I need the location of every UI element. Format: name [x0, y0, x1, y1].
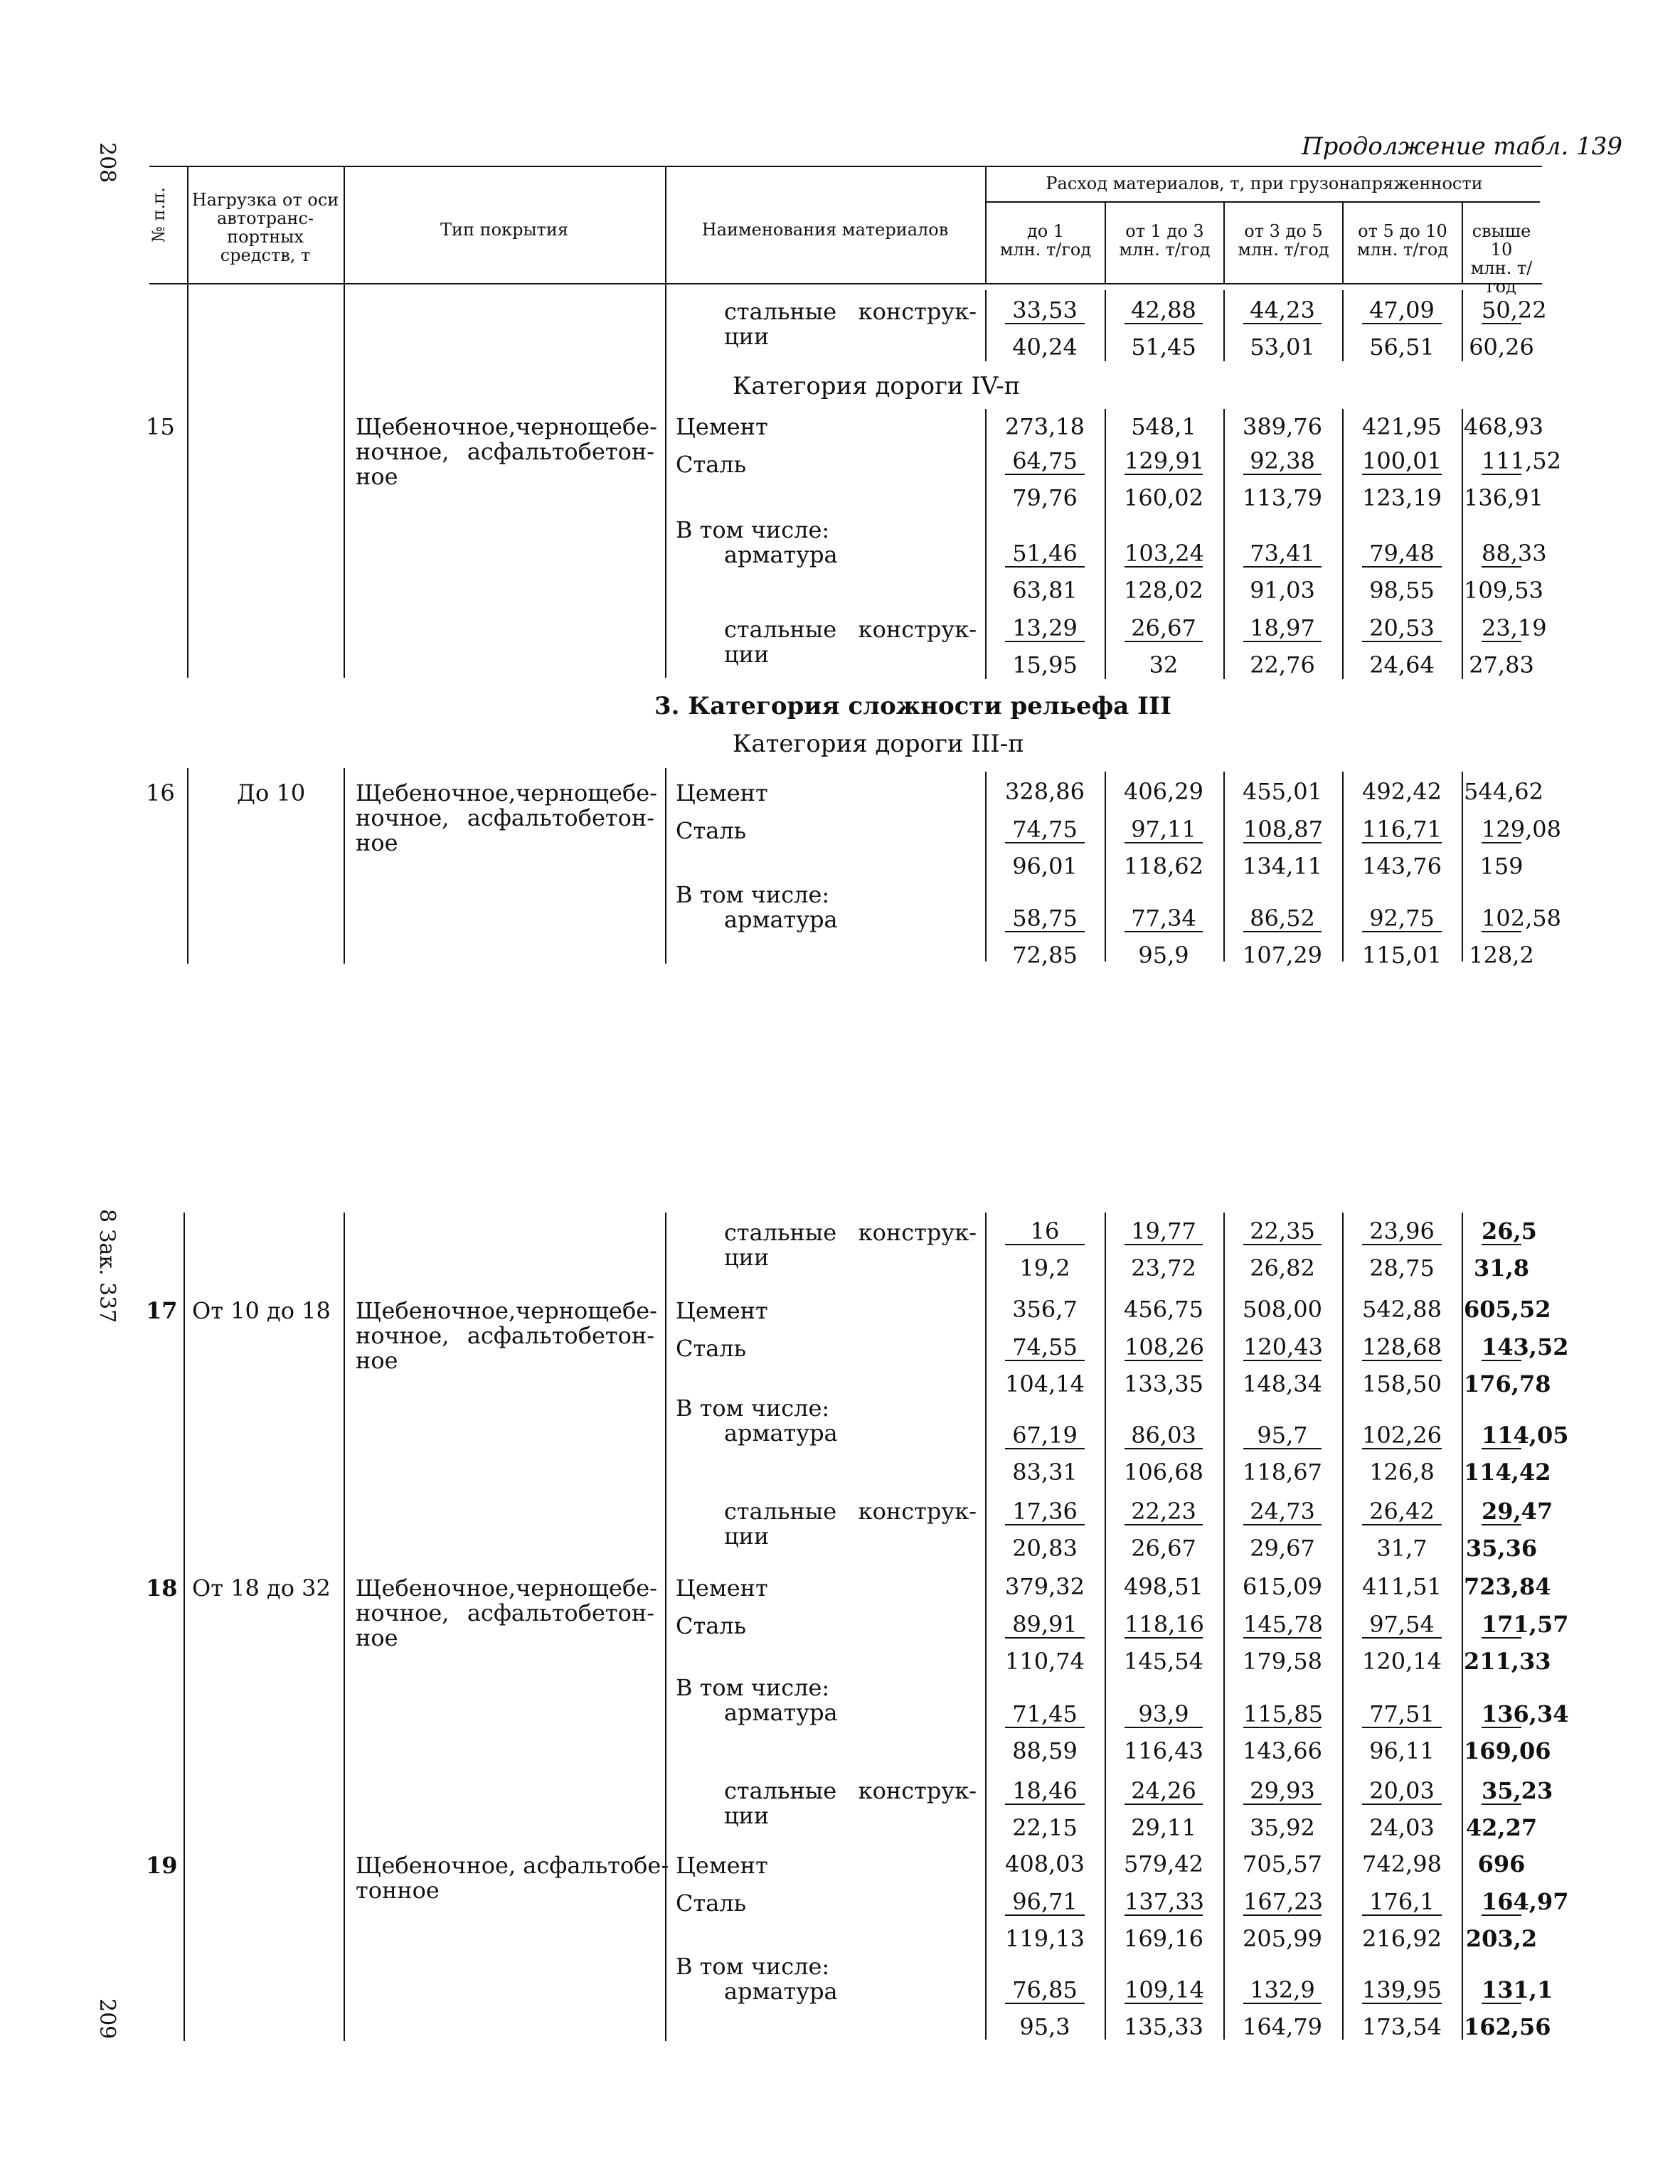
row-15-rebar-numerator: 73,41	[1243, 540, 1322, 568]
row-18-rebar-denominator: 88,59	[1012, 1737, 1078, 1764]
row-16-rebar-denominator: 72,85	[1012, 942, 1078, 969]
row-19-rebar-denominator: 95,3	[1019, 2013, 1070, 2040]
steel-structures-numerator: 16	[1005, 1218, 1085, 1245]
row-15-steel-denominator: 123,19	[1362, 484, 1442, 511]
row-19-steel-denominator: 216,92	[1362, 1925, 1442, 1952]
material-including: В том числе:	[676, 1395, 830, 1422]
steel-structures-denominator: 60,26	[1469, 334, 1534, 361]
row-17-rebar-denominator: 126,8	[1369, 1459, 1435, 1486]
row-19-steel-numerator: 167,23	[1243, 1888, 1323, 1915]
row-17-steel-structures-numerator: 26,42	[1362, 1498, 1442, 1525]
material-including: В том числе:	[676, 1953, 830, 1980]
material-steel: Сталь	[676, 1612, 747, 1639]
row-17-steel-structures-numerator: 22,23	[1125, 1498, 1203, 1525]
material-steel-structures-cont: ции	[724, 323, 770, 350]
row-15-steel-structures-numerator: 26,67	[1125, 615, 1203, 642]
row-18-cement-value: 615,09	[1243, 1573, 1322, 1600]
section-road-category-iii: Категория дороги III-п	[733, 730, 1024, 758]
row-17-steel-numerator: 120,43	[1243, 1333, 1323, 1360]
row-15-steel-numerator: 64,75	[1005, 448, 1085, 475]
row-19-rebar-denominator: 162,56	[1464, 2013, 1551, 2040]
row-18-rebar-denominator: 143,66	[1243, 1737, 1322, 1764]
row-16-rebar-denominator: 95,9	[1138, 942, 1189, 969]
row-18-rebar-denominator: 116,43	[1124, 1737, 1203, 1764]
range-header-3: от 3 до 5 млн. т/год	[1238, 221, 1329, 260]
row-15-steel-structures-denominator: 24,64	[1369, 651, 1435, 678]
row-15-cement-value: 548,1	[1131, 413, 1196, 440]
page-number-left: 208	[95, 142, 119, 183]
col-header-cover: Тип покрытия	[440, 220, 568, 240]
row-17-steel-structures-numerator: 17,36	[1005, 1498, 1085, 1525]
row-16-rebar-numerator: 102,58	[1482, 905, 1561, 932]
row-18-steel-structures-denominator: 29,11	[1131, 1814, 1196, 1841]
steel-structures-denominator: 31,8	[1474, 1255, 1529, 1282]
row-18-steel-denominator: 110,74	[1005, 1648, 1085, 1675]
row-15-rebar-denominator: 128,02	[1124, 577, 1203, 604]
row-18-cement-value: 498,51	[1124, 1573, 1203, 1600]
steel-structures-denominator: 40,24	[1012, 334, 1078, 361]
range-header-5: свыше 10 млн. т/год	[1470, 221, 1533, 297]
row-19-steel-numerator: 96,71	[1005, 1889, 1085, 1916]
row-19-cement-value: 408,03	[1005, 1850, 1085, 1877]
row-15-steel-numerator: 92,38	[1243, 448, 1322, 475]
row-17-steel-structures-numerator: 29,47	[1482, 1498, 1553, 1525]
row-18-cement-value: 411,51	[1362, 1573, 1442, 1600]
material-steel-structures-cont: ции	[724, 641, 770, 668]
row-15-steel-denominator: 113,79	[1243, 484, 1322, 511]
row-16-steel-denominator: 159	[1479, 853, 1524, 880]
steel-structures-numerator: 19,77	[1125, 1218, 1203, 1245]
page-number-right: 209	[95, 1998, 119, 2040]
header-bottom-rule	[149, 283, 1542, 284]
material-steel-structures-cont: ции	[724, 1244, 770, 1271]
row-18-rebar-numerator: 71,45	[1005, 1701, 1085, 1728]
material-steel-structures: стальные конструк-	[724, 616, 977, 643]
row-17-cement-value: 605,52	[1464, 1296, 1551, 1323]
row-19-steel-denominator: 169,16	[1124, 1925, 1203, 1952]
section-road-category-iv: Категория дороги IV-п	[733, 372, 1021, 400]
row-19-steel-denominator: 205,99	[1243, 1925, 1322, 1952]
steel-structures-numerator: 23,96	[1362, 1218, 1442, 1245]
row-18-cement-value: 379,32	[1005, 1573, 1085, 1600]
row-16-steel-numerator: 97,11	[1125, 816, 1203, 843]
material-steel-structures-cont: ции	[724, 1523, 770, 1550]
row-19-rebar-numerator: 139,95	[1362, 1976, 1442, 2003]
row-15-steel-structures-denominator: 22,76	[1250, 651, 1315, 678]
row-19-steel-numerator: 164,97	[1482, 1888, 1569, 1915]
row-15-cement-value: 389,76	[1243, 413, 1322, 440]
row-18-steel-structures-numerator: 18,46	[1005, 1778, 1085, 1805]
row-18-steel-numerator: 89,91	[1005, 1612, 1085, 1639]
row-15-rebar-numerator: 51,46	[1005, 540, 1085, 568]
steel-structures-numerator: 42,88	[1125, 297, 1203, 324]
row-16-steel-numerator: 129,08	[1482, 816, 1561, 843]
row-18-rebar-denominator: 96,11	[1369, 1737, 1435, 1764]
row-15-steel-structures-numerator: 20,53	[1362, 615, 1442, 642]
row-16-steel-denominator: 96,01	[1012, 853, 1078, 880]
row-17-steel-structures-denominator: 35,36	[1465, 1535, 1538, 1562]
section-relief-iii: 3. Категория сложности рельефа III	[654, 692, 1171, 720]
row-19-cement-value: 742,98	[1362, 1850, 1442, 1877]
row-15-steel-denominator: 79,76	[1012, 484, 1078, 511]
row-18-steel-structures-denominator: 35,92	[1250, 1814, 1315, 1841]
row-19-rebar-numerator: 132,9	[1243, 1977, 1322, 2004]
row-15-cement-value: 421,95	[1362, 413, 1442, 440]
row-16-rebar-denominator: 115,01	[1362, 942, 1442, 969]
steel-structures-numerator: 22,35	[1243, 1218, 1322, 1245]
row-18-number: 18	[146, 1575, 178, 1602]
row-17-rebar-numerator: 86,03	[1125, 1422, 1203, 1449]
col-header-load: Нагрузка от оси автотранс-портных средств, т	[191, 190, 339, 265]
row-17-steel-numerator: 74,55	[1005, 1334, 1085, 1361]
row-19-rebar-denominator: 135,33	[1124, 2013, 1203, 2040]
material-cement: Цемент	[676, 1852, 768, 1879]
row-15-steel-denominator: 160,02	[1124, 484, 1203, 511]
row-17-steel-structures-denominator: 29,67	[1250, 1535, 1315, 1562]
row-18-steel-denominator: 211,33	[1464, 1648, 1551, 1675]
row-15-rebar-denominator: 98,55	[1369, 577, 1435, 604]
row-15-steel-denominator: 136,91	[1464, 484, 1543, 511]
range-header-2: от 1 до 3 млн. т/год	[1119, 221, 1211, 260]
row-18-steel-structures-denominator: 24,03	[1369, 1814, 1435, 1841]
range-header-1: до 1 млн. т/год	[999, 221, 1092, 260]
row-17-steel-numerator: 108,26	[1125, 1333, 1204, 1360]
row-17-rebar-denominator: 118,67	[1243, 1459, 1322, 1486]
row-17-steel-denominator: 176,78	[1464, 1370, 1551, 1397]
row-15-rebar-denominator: 91,03	[1250, 577, 1315, 604]
row-18-steel-structures-denominator: 42,27	[1465, 1814, 1538, 1841]
material-cement: Цемент	[676, 1575, 768, 1602]
row-17-rebar-denominator: 83,31	[1012, 1459, 1078, 1486]
material-steel-structures: стальные конструк-	[724, 1219, 977, 1246]
steel-structures-numerator: 33,53	[1005, 297, 1085, 324]
row-16-rebar-numerator: 58,75	[1005, 905, 1085, 932]
row-18-rebar-denominator: 169,06	[1464, 1737, 1551, 1764]
row-17-load: От 10 до 18	[192, 1297, 331, 1324]
row-18-load: От 18 до 32	[192, 1575, 331, 1602]
material-steel-structures-cont: ции	[724, 1802, 770, 1829]
steel-structures-denominator: 53,01	[1250, 334, 1315, 361]
steel-structures-denominator: 23,72	[1131, 1255, 1196, 1282]
material-rebar: арматура	[724, 1978, 838, 2005]
row-17-steel-structures-denominator: 20,83	[1012, 1535, 1078, 1562]
row-17-cement-value: 542,88	[1362, 1296, 1442, 1323]
row-19-rebar-numerator: 76,85	[1005, 1977, 1085, 2004]
row-16-cement-value: 328,86	[1005, 778, 1085, 805]
steel-structures-denominator: 56,51	[1369, 334, 1435, 361]
row-17-steel-numerator: 143,52	[1482, 1333, 1569, 1360]
row-17-steel-structures-denominator: 31,7	[1376, 1535, 1428, 1562]
row-15-steel-numerator: 129,91	[1125, 447, 1204, 474]
row-18-steel-structures-numerator: 20,03	[1362, 1778, 1442, 1805]
row-16-cement-value: 492,42	[1362, 778, 1442, 805]
row-17-cement-value: 456,75	[1124, 1296, 1203, 1323]
row-18-steel-denominator: 179,58	[1243, 1648, 1322, 1675]
steel-structures-numerator: 44,23	[1243, 297, 1322, 324]
row-17-steel-denominator: 148,34	[1243, 1370, 1322, 1397]
row-18-rebar-numerator: 136,34	[1482, 1700, 1569, 1727]
row-15-number: 15	[146, 413, 175, 440]
row-17-rebar-numerator: 95,7	[1243, 1422, 1322, 1449]
col-header-material: Наименования материалов	[701, 220, 949, 240]
row-18-cement-value: 723,84	[1464, 1573, 1551, 1600]
row-19-rebar-denominator: 173,54	[1362, 2013, 1442, 2040]
row-17-cement-value: 356,7	[1012, 1296, 1078, 1323]
row-17-rebar-numerator: 67,19	[1005, 1422, 1085, 1449]
row-15-rebar-denominator: 63,81	[1012, 577, 1078, 604]
row-16-cement-value: 544,62	[1464, 778, 1543, 805]
row-18-rebar-numerator: 77,51	[1362, 1701, 1442, 1728]
steel-structures-numerator: 26,5	[1482, 1218, 1537, 1245]
row-19-rebar-denominator: 164,79	[1243, 2013, 1322, 2040]
material-cement: Цемент	[676, 413, 768, 440]
row-19-steel-numerator: 176,1	[1362, 1889, 1442, 1916]
row-15-cement-value: 468,93	[1464, 413, 1543, 440]
row-15-rebar-numerator: 103,24	[1125, 540, 1204, 567]
row-17-steel-structures-numerator: 24,73	[1243, 1498, 1322, 1525]
material-steel: Сталь	[676, 1335, 747, 1362]
row-17-steel-structures-denominator: 26,67	[1131, 1535, 1196, 1562]
row-15-steel-structures-denominator: 32	[1149, 651, 1179, 678]
col-header-group: Расход материалов, т, при грузонапряженности	[1046, 174, 1483, 193]
steel-structures-denominator: 19,2	[1019, 1255, 1070, 1282]
material-steel: Сталь	[676, 817, 747, 844]
material-rebar: арматура	[724, 906, 838, 933]
material-including: В том числе:	[676, 516, 830, 543]
steel-structures-numerator: 50,22	[1482, 297, 1547, 324]
material-rebar: арматура	[724, 1699, 838, 1726]
row-17-number: 17	[146, 1297, 178, 1324]
row-15-rebar-denominator: 109,53	[1464, 577, 1543, 604]
row-19-steel-denominator: 203,2	[1465, 1925, 1538, 1952]
row-19-cement-value: 705,57	[1243, 1850, 1322, 1877]
continuation-caption: Продолжение табл. 139	[1302, 132, 1622, 161]
row-16-cement-value: 406,29	[1124, 778, 1203, 805]
row-18-steel-numerator: 118,16	[1125, 1611, 1204, 1638]
row-18-rebar-numerator: 115,85	[1243, 1700, 1323, 1727]
col-header-number: № п.п.	[149, 187, 169, 243]
row-16-steel-denominator: 134,11	[1243, 853, 1322, 880]
header-top-rule	[149, 166, 1542, 167]
row-17-cement-value: 508,00	[1243, 1296, 1322, 1323]
row-17-steel-denominator: 158,50	[1362, 1370, 1442, 1397]
row-16-rebar-numerator: 92,75	[1362, 905, 1442, 932]
row-16-steel-numerator: 74,75	[1005, 816, 1085, 843]
material-steel: Сталь	[676, 1890, 747, 1917]
row-19-cement-value: 579,42	[1124, 1850, 1203, 1877]
order-note: 8 Зак. 337	[95, 1209, 119, 1323]
row-15-steel-numerator: 111,52	[1482, 447, 1561, 474]
row-18-steel-structures-numerator: 29,93	[1243, 1778, 1322, 1805]
row-17-steel-denominator: 133,35	[1124, 1370, 1203, 1397]
row-19-rebar-numerator: 131,1	[1482, 1976, 1553, 2003]
row-17-steel-denominator: 104,14	[1005, 1370, 1085, 1397]
row-18-steel-denominator: 145,54	[1124, 1648, 1203, 1675]
material-steel-structures: стальные конструк-	[724, 1498, 977, 1525]
row-16-rebar-numerator: 77,34	[1125, 905, 1203, 932]
steel-structures-numerator: 47,09	[1362, 297, 1442, 324]
row-15-steel-structures-denominator: 27,83	[1469, 651, 1534, 678]
steel-structures-denominator: 51,45	[1131, 334, 1196, 361]
row-17-rebar-numerator: 102,26	[1362, 1422, 1442, 1449]
row-19-rebar-numerator: 109,14	[1125, 1976, 1204, 2003]
row-16-steel-numerator: 108,87	[1243, 816, 1323, 843]
row-19-steel-denominator: 119,13	[1005, 1925, 1085, 1952]
steel-structures-denominator: 28,75	[1369, 1255, 1435, 1282]
row-19-cement-value: 696	[1477, 1850, 1526, 1877]
material-cement: Цемент	[676, 1297, 768, 1324]
row-18-steel-denominator: 120,14	[1362, 1648, 1442, 1675]
steel-structures-denominator: 26,82	[1250, 1255, 1315, 1282]
range-header-4: от 5 до 10 млн. т/год	[1356, 221, 1449, 260]
material-including: В том числе:	[676, 1674, 830, 1701]
row-16-rebar-denominator: 128,2	[1469, 942, 1534, 969]
row-17-rebar-denominator: 114,42	[1464, 1459, 1551, 1486]
row-19-steel-numerator: 137,33	[1125, 1888, 1204, 1915]
row-16-steel-numerator: 116,71	[1362, 816, 1442, 843]
material-steel-structures: стальные конструк-	[724, 1777, 977, 1804]
material-steel-structures: стальные конструк-	[724, 298, 977, 325]
material-rebar: арматура	[724, 541, 838, 568]
row-17-rebar-numerator: 114,05	[1482, 1422, 1569, 1449]
row-16-cement-value: 455,01	[1243, 778, 1322, 805]
header-group-rule	[985, 201, 1540, 203]
row-15-steel-structures-denominator: 15,95	[1012, 651, 1078, 678]
row-16-load: До 10	[237, 779, 306, 806]
row-18-steel-structures-numerator: 35,23	[1482, 1777, 1553, 1804]
row-17-steel-numerator: 128,68	[1362, 1333, 1442, 1360]
row-16-rebar-numerator: 86,52	[1243, 905, 1322, 932]
row-15-rebar-numerator: 79,48	[1362, 540, 1442, 568]
row-18-steel-numerator: 171,57	[1482, 1611, 1569, 1638]
row-15-cement-value: 273,18	[1005, 413, 1085, 440]
row-18-steel-structures-numerator: 24,26	[1125, 1778, 1203, 1805]
row-17-rebar-denominator: 106,68	[1124, 1459, 1203, 1486]
row-15-steel-structures-numerator: 13,29	[1005, 615, 1085, 642]
row-15-rebar-numerator: 88,33	[1482, 540, 1547, 567]
row-18-steel-structures-denominator: 22,15	[1012, 1814, 1078, 1841]
row-15-steel-structures-numerator: 23,19	[1482, 614, 1547, 641]
row-16-number: 16	[146, 779, 175, 806]
material-cement: Цемент	[676, 779, 768, 806]
row-18-rebar-numerator: 93,9	[1125, 1701, 1203, 1728]
row-16-steel-denominator: 118,62	[1124, 853, 1203, 880]
row-16-steel-denominator: 143,76	[1362, 853, 1442, 880]
material-rebar: арматура	[724, 1419, 838, 1447]
row-15-steel-structures-numerator: 18,97	[1243, 615, 1322, 642]
row-18-steel-numerator: 145,78	[1243, 1611, 1323, 1638]
material-including: В том числе:	[676, 881, 830, 908]
row-15-steel-numerator: 100,01	[1362, 447, 1442, 474]
row-18-steel-numerator: 97,54	[1362, 1612, 1442, 1639]
row-19-number: 19	[146, 1852, 178, 1879]
row-16-rebar-denominator: 107,29	[1243, 942, 1322, 969]
material-steel: Сталь	[676, 451, 747, 478]
